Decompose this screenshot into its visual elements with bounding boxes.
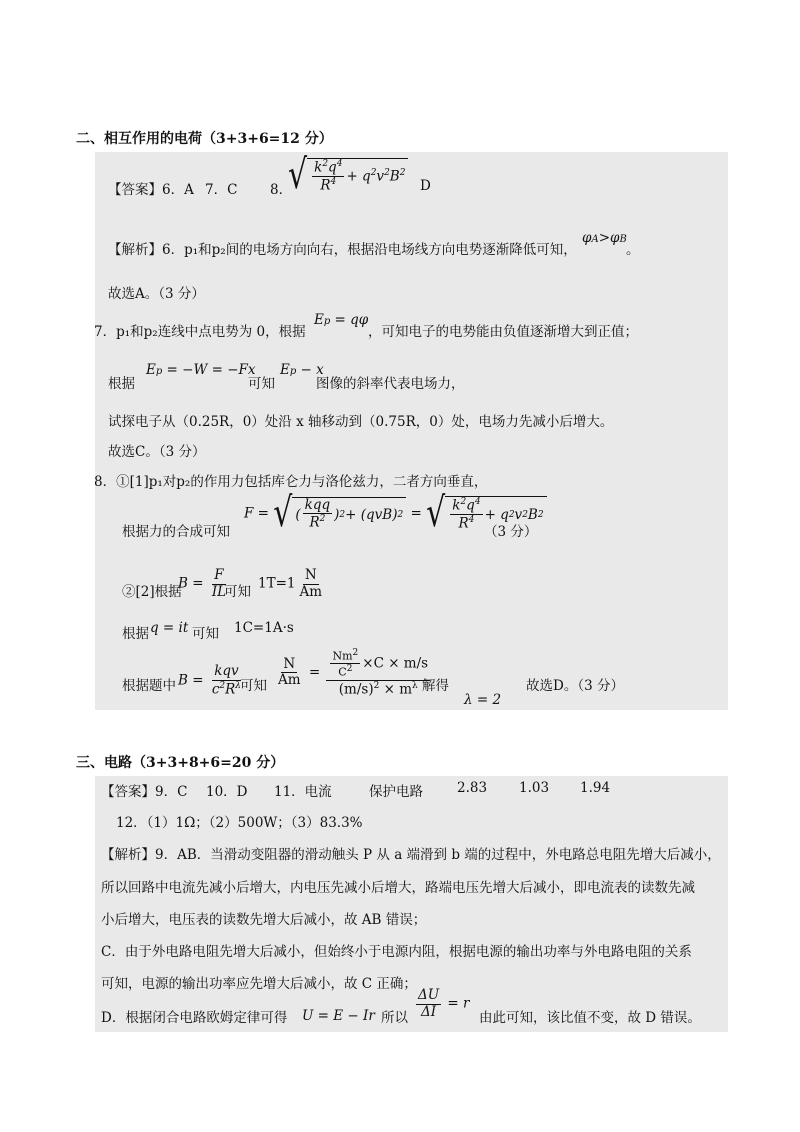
analysis-8-l11-a: 根据题中 — [122, 678, 176, 694]
analysis-7-a: 7．p₁和p₂连线中点电势为 0，根据 — [94, 324, 306, 340]
analysis-7-l4-expr2: Ep − x — [280, 362, 324, 378]
section-3-analysis-l5: 可知，电源的输出功率应先增大后减小，故 C 正确； — [101, 976, 417, 992]
analysis-6-end: 。 — [626, 242, 640, 258]
section-2-box — [95, 152, 728, 710]
analysis-8-l8-formula: F = √ ( $\frac{\text{kqq}}{R^2}$ ) 2 + (qvB) 2 = √ $\frac{k^2q^4}{R^4}$ + q 2 v 2 B 2 — [244, 496, 547, 532]
section-3-answer-11b: 保护电路 — [369, 784, 423, 800]
section-3-answer-10: 10．D — [206, 784, 248, 800]
analysis-8-l9-expr2: 1T=1 $\frac{N}{Am}$ — [258, 567, 323, 600]
section-3-answer-9: 【答案】9．C — [101, 784, 188, 800]
analysis-8-l10-a: 根据 — [122, 626, 149, 642]
analysis-7-l6: 故选C。（3 分） — [108, 444, 206, 460]
section-3-answer-v1: 2.83 — [457, 780, 488, 796]
analysis-8-l11-d: 故选D。（3 分） — [526, 678, 624, 694]
analysis-8-l9-a: ②[2]根据 — [122, 584, 182, 600]
section-3-analysis-l2: 所以回路中电流先减小后增大，内电压先减小后增大，路端电压先增大后减小，即电流表的读数先减 — [101, 880, 695, 896]
analysis-7-l4-expr1: Ep = −W = −Fx — [146, 362, 256, 378]
answer-8: 8． — [270, 182, 293, 198]
analysis-8-l8-b: （3 分） — [484, 524, 538, 540]
analysis-7-b: ，可知电子的电势能由负值逐渐增大到正值； — [368, 324, 638, 340]
analysis-8-l10-expr1: q = it — [150, 620, 189, 636]
section-3-analysis-l1: 【解析】9．AB．当滑动变阻器的滑动触头 P 从 a 端滑到 b 端的过程中，外电路总电阻先增大后减小， — [101, 847, 721, 863]
section-3-answer-12: 12．（1）1Ω；（2）500W；（3）83.3% — [116, 815, 363, 831]
analysis-8-l11-expr1: B = $\frac{\text{kqv}}{c^2R^\lambda}$ — [178, 663, 242, 698]
answer-8-formula: √ $\frac{k^2q^4}{R^4}$ + $q^2v^2B^2$ — [288, 158, 408, 194]
analysis-6-conclusion: 故选A。（3 分） — [108, 286, 205, 302]
answer-6: 【答案】6．A — [108, 182, 194, 198]
section-3-analysis-l6-c: 由此可知，该比值不变，故 D 错误。 — [479, 1010, 701, 1026]
analysis-8-l9-b: 可知 — [224, 584, 251, 600]
analysis-8-l11-c: 解得 — [422, 678, 449, 694]
analysis-7-l4-b: 可知 — [248, 376, 275, 392]
section-3-answer-v2: 1.03 — [519, 780, 550, 796]
section-2-answer — [108, 178, 194, 198]
section-2-title: 二、相互作用的电荷（3+3+6=12 分） — [76, 131, 333, 147]
answer-8-choice: D — [420, 178, 431, 194]
section-3-analysis-l6-expr2: $\frac{\Delta U}{\Delta I}$ = r — [418, 987, 470, 1020]
section-3-analysis-l3: 小后增大，电压表的读数先增大后减小，故 AB 错误； — [101, 912, 427, 928]
analysis-8-l9-expr1: B = $\frac{F}{IL}$ — [178, 567, 227, 600]
section-3-answer-11: 11．电流 — [274, 784, 332, 800]
analysis-8-l7: 8．①[1]p₁对p₂的作用力包括库仑力与洛伦兹力，二者方向垂直， — [94, 474, 488, 490]
section-3-analysis-l4: C．由于外电路电阻先增大后减小，但始终小于电源内阻，根据电源的输出功率与外电路电阻的关系 — [101, 944, 692, 960]
analysis-8-l10-b: 可知 — [192, 626, 219, 642]
analysis-8-l10-expr2: 1C=1A·s — [234, 620, 294, 636]
answer-7: 7．C — [205, 182, 238, 198]
analysis-8-l11-expr3: λ = 2 — [464, 692, 502, 708]
analysis-7-formula: Ep = qφ — [314, 312, 369, 328]
analysis-7-l5: 试探电子从（0.25R，0）处沿 x 轴移动到（0.75R，0）处，电场力先减小后增大。 — [108, 414, 614, 430]
analysis-7-l4-a: 根据 — [108, 376, 135, 392]
section-3-analysis-l6-expr1: U = E − Ir — [302, 1008, 375, 1024]
section-3-answer-v3: 1.94 — [580, 780, 611, 796]
analysis-7-l4-c: 图像的斜率代表电场力， — [316, 376, 465, 392]
analysis-6-text: 【解析】6．p₁和p₂间的电场方向向右，根据沿电场线方向电势逐渐降低可知， — [108, 242, 577, 258]
section-3-title: 三、电路（3+3+8+6=20 分） — [76, 755, 285, 771]
section-3-analysis-l6-a: D．根据闭合电路欧姆定律可得 — [101, 1010, 288, 1026]
analysis-8-l8-a: 根据力的合成可知 — [122, 524, 230, 540]
analysis-8-l11-b: 可知 — [240, 678, 267, 694]
analysis-8-l11-expr2: $\frac{N}{Am}$ = $\frac{Nm^2}{C^2}$ ×C × m/s $(m/s)^2 \times m^\lambda$ — [278, 648, 429, 698]
analysis-6-formula: φA>φB — [582, 230, 627, 246]
section-3-analysis-l6-b: 所以 — [381, 1010, 408, 1026]
